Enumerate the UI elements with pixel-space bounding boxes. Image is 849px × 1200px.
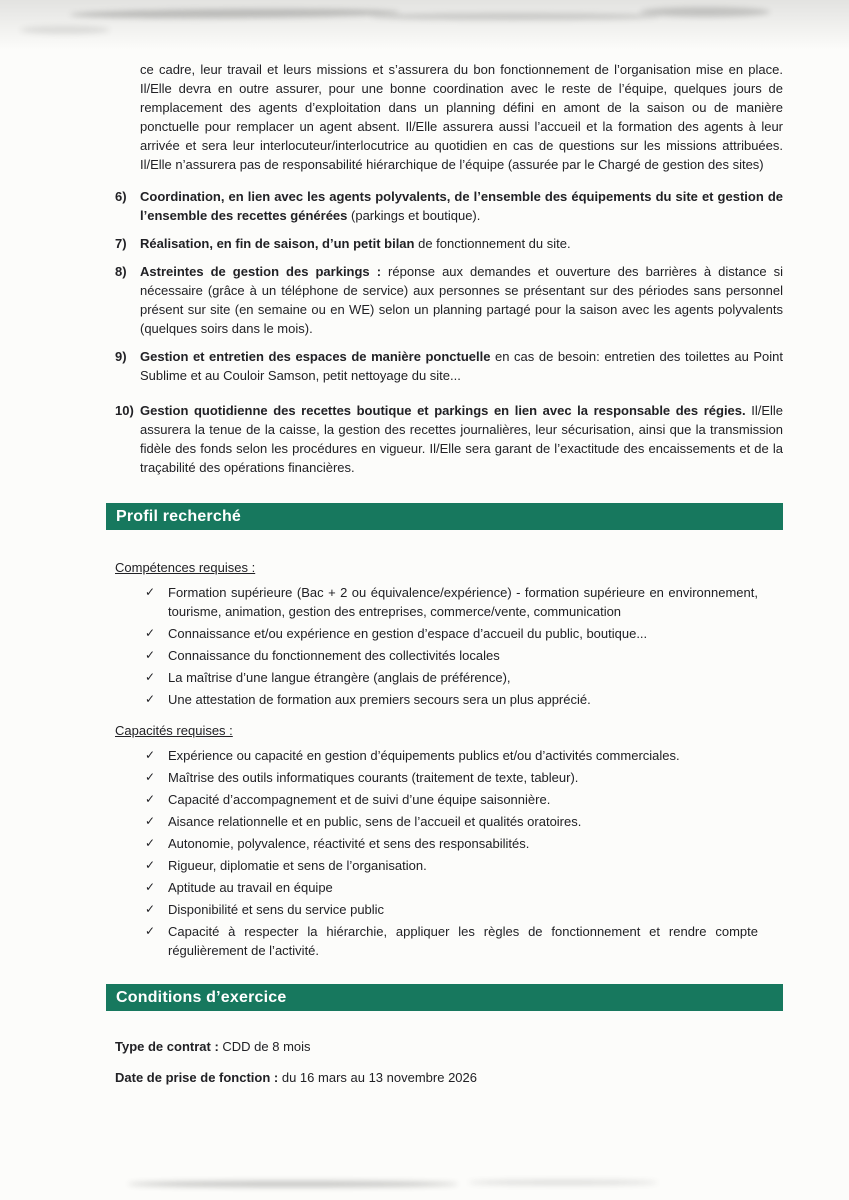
check-list-item: [145, 646, 758, 665]
check-item-text: Aptitude au travail en équipe: [168, 880, 333, 895]
mission-text: [140, 347, 783, 385]
condition-value: du 16 mars au 13 novembre 2026: [278, 1070, 477, 1085]
check-item-text: Capacité d’accompagnement et de suivi d’une équipe saisonnière.: [168, 792, 551, 807]
mission-regular-text: de fonctionnement du site.: [418, 236, 571, 251]
check-item-text: Aisance relationnelle et en public, sens de l’accueil et qualités oratoires.: [168, 814, 582, 829]
check-icon: ✓: [145, 924, 156, 938]
check-list-item: [145, 624, 758, 643]
mission-text: [140, 262, 783, 338]
scan-smudge: [370, 13, 660, 20]
scan-smudge: [20, 26, 110, 34]
check-item-text: Connaissance et/ou expérience en gestion d’espace d’accueil du public, boutique...: [168, 626, 648, 641]
check-list-item: [145, 583, 758, 621]
check-icon: ✓: [145, 880, 156, 894]
item-number: 7): [115, 236, 127, 251]
condition-value: CDD de 8 mois: [218, 1039, 311, 1054]
mission-regular-text: en cas de besoin: entretien des toilettes au Point Sublime et au Couloir Samson, petit nettoyage du site...: [140, 349, 783, 383]
check-list-item: [145, 746, 758, 765]
check-item-text: Connaissance du fonctionnement des collectivités locales: [168, 648, 500, 663]
scan-smudge: [70, 8, 400, 19]
check-list-item: [145, 878, 758, 897]
check-item-text: Rigueur, diplomatie et sens de l’organisation.: [168, 858, 427, 873]
check-icon: ✓: [145, 670, 156, 684]
section-title: Profil recherché: [116, 508, 242, 525]
mission-bold-text: Astreintes de gestion des parkings :: [140, 264, 382, 279]
condition-label: Date de prise de fonction :: [115, 1070, 279, 1085]
check-icon: ✓: [145, 836, 156, 850]
item-number: 6): [115, 189, 127, 204]
mission-bold-text: Gestion quotidienne des recettes boutique et parkings en lien avec la responsable des régies.: [140, 403, 746, 418]
check-list-item: [145, 856, 758, 875]
section-title: Conditions d’exercice: [116, 989, 287, 1006]
mission-item-7: [115, 234, 783, 253]
check-item-text: Une attestation de formation aux premiers secours sera un plus apprécié.: [168, 692, 591, 707]
check-item-text: Expérience ou capacité en gestion d’équipements publics et/ou d’activités commerciales.: [168, 748, 680, 763]
check-icon: ✓: [145, 626, 156, 640]
check-icon: ✓: [145, 770, 156, 784]
mission-item-10: [115, 401, 783, 477]
check-list-item: [145, 900, 758, 919]
item-number: 8): [115, 264, 127, 279]
check-item-text: Maîtrise des outils informatiques courants (traitement de texte, tableur).: [168, 770, 579, 785]
check-icon: ✓: [145, 748, 156, 762]
capacites-heading: Capacités requises :: [115, 723, 233, 738]
start-date-line: [115, 1068, 783, 1087]
section-banner-profil: [106, 503, 783, 530]
contract-type-line: [115, 1037, 783, 1056]
mission-text: [140, 234, 783, 253]
check-icon: ✓: [145, 585, 156, 599]
check-icon: ✓: [145, 692, 156, 706]
mission-regular-text: Il/Elle assurera la tenue de la caisse, la gestion des recettes journalières, leur sécurisation, ainsi que la transmission fidèle des fonds selon les procédures en vigueur. Il/Elle sera garant de l’exactitude des encaissements et de la traçabilité des opérations financières.: [140, 403, 784, 475]
check-item-text: Disponibilité et sens du service public: [168, 902, 385, 917]
scan-smudge-bottom: [468, 1180, 658, 1185]
page-content: [115, 60, 783, 1099]
scan-smudge-bottom: [128, 1181, 458, 1187]
check-item-text: Autonomie, polyvalence, réactivité et sens des responsabilités.: [168, 836, 530, 851]
check-list-item: [145, 834, 758, 853]
item-number: 9): [115, 349, 127, 364]
mission-item-9: [115, 347, 783, 385]
mission-bold-text: Gestion et entretien des espaces de manière ponctuelle: [140, 349, 496, 364]
competences-list: [115, 583, 783, 709]
mission-text: [140, 187, 783, 225]
check-icon: ✓: [145, 902, 156, 916]
check-list-item: [145, 812, 758, 831]
check-icon: ✓: [145, 648, 156, 662]
mission-regular-text: (parkings et boutique).: [351, 208, 481, 223]
check-icon: ✓: [145, 792, 156, 806]
mission-regular-text: réponse aux demandes et ouverture des barrières à distance si nécessaire (grâce à un téléphone de service) aux personnes se présentant sur des périodes sans personnel présent sur site (en semaine ou en WE) selon un planning partagé pour la saison avec les agents polyvalents (quelques soirs dans le mois).: [140, 264, 783, 336]
scan-smudge: [640, 7, 770, 17]
section-banner-conditions: [106, 984, 783, 1011]
check-item-text: Capacité à respecter la hiérarchie, appliquer les règles de fonctionnement et rendre compte régulièrement de l’activité.: [168, 924, 758, 958]
mission-item-8: [115, 262, 783, 338]
check-icon: ✓: [145, 814, 156, 828]
condition-label: Type de contrat :: [115, 1039, 219, 1054]
check-list-item: [145, 922, 758, 960]
check-list-item: [145, 768, 758, 787]
check-item-text: La maîtrise d’une langue étrangère (anglais de préférence),: [168, 670, 511, 685]
check-icon: ✓: [145, 858, 156, 872]
item-number: 10): [115, 403, 134, 418]
mission-bold-text: Réalisation, en fin de saison, d’un petit bilan: [140, 236, 419, 251]
competences-heading: Compétences requises :: [115, 560, 256, 575]
check-list-item: [145, 790, 758, 809]
check-list-item: [145, 690, 758, 709]
check-item-text: Formation supérieure (Bac + 2 ou équivalence/expérience) - formation supérieure en environnement, tourisme, animation, gestion des entreprises, commerce/vente, communication: [168, 585, 758, 619]
mission-item-6: [115, 187, 783, 225]
mission-text: [140, 401, 783, 477]
scan-artifact-top-wash: [0, 0, 849, 50]
check-list-item: [145, 668, 758, 687]
capacites-list: [115, 746, 783, 960]
mission-bold-text: Coordination, en lien avec les agents polyvalents, de l’ensemble des équipements du site et gestion de l’ensemble des recettes générées: [140, 189, 783, 223]
intro-paragraph: ce cadre, leur travail et leurs missions et s’assurera du bon fonctionnement de l’organisation mise en place. Il/Elle devra en outre assurer, pour une bonne coordination avec le reste de l’équipe, quelques jours de remplacement des agents d’exploitation dans un planning défini en amont de la saison ou de manière ponctuelle pour remplacer un agent absent. Il/Elle assurera aussi l’accueil et la formation des agents à leur arrivée et sera leur interlocuteur/interlocutrice au quotidien en cas de questions sur les missions attribuées. Il/Elle n’assurera pas de responsabilité hiérarchique de l’équipe (assurée par le Chargé de gestion des sites): [140, 62, 783, 172]
